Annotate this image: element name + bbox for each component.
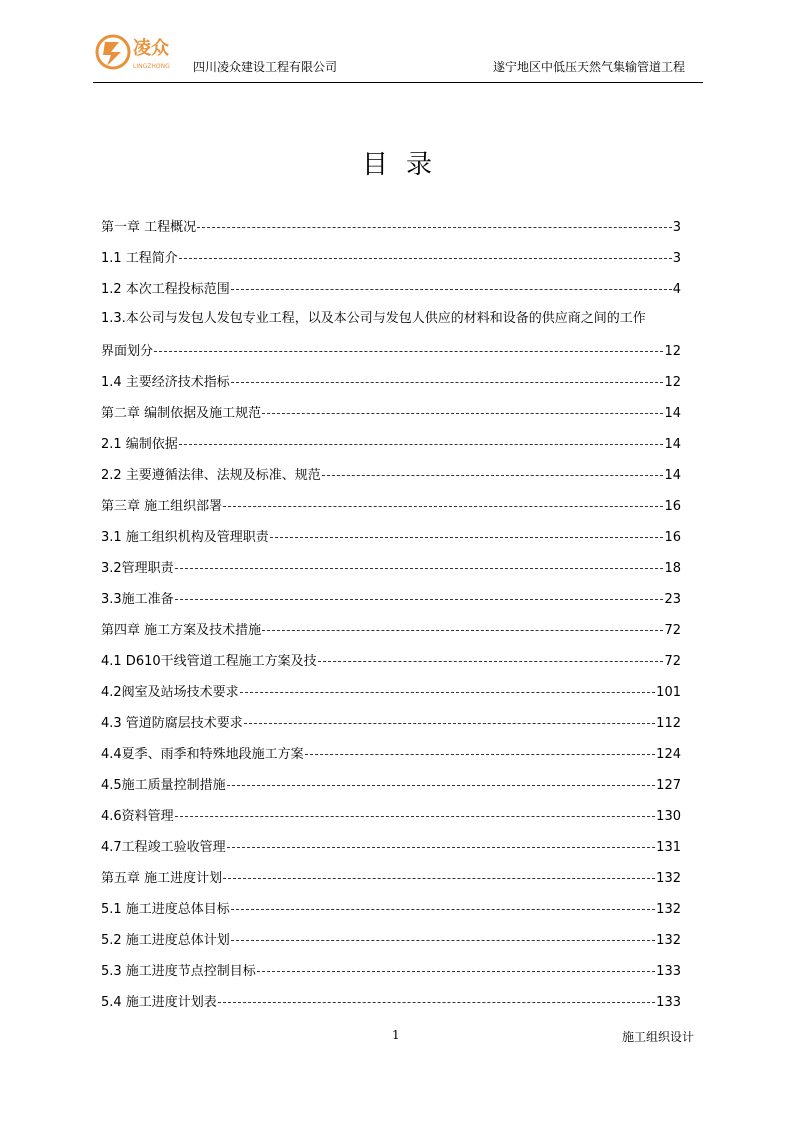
toc-entry[interactable] — [101, 402, 681, 433]
toc-entry-page: 101 — [656, 685, 681, 700]
toc-entry-page: 12 — [664, 344, 681, 359]
toc-entry-page: 124 — [656, 747, 681, 762]
toc-entry[interactable] — [101, 371, 681, 402]
toc-entry-label-continued: 界面划分 — [101, 344, 154, 359]
toc-entry-page: 14 — [664, 468, 681, 483]
toc-entry[interactable] — [101, 495, 681, 526]
toc-entry-label: 第五章 施工进度计划 — [101, 871, 223, 886]
toc-entry-label: 4.7工程竣工验收管理 — [101, 840, 226, 855]
toc-entry-page: 14 — [664, 406, 681, 421]
toc-entry-page: 72 — [664, 623, 681, 638]
toc-entry-page: 12 — [664, 375, 681, 390]
project-name: 遂宁地区中低压天然气集输管道工程 — [492, 60, 685, 74]
toc-entry[interactable] — [101, 247, 681, 278]
toc-leader — [318, 655, 664, 662]
company-logo — [93, 28, 193, 78]
toc-entry-page: 18 — [664, 561, 681, 576]
toc-leader — [257, 965, 655, 972]
toc-entry[interactable] — [101, 836, 681, 867]
toc-entry[interactable] — [101, 650, 681, 681]
toc-leader — [218, 996, 655, 1003]
toc-leader — [154, 345, 663, 352]
toc-entry[interactable] — [101, 681, 681, 712]
toc-entry[interactable] — [101, 805, 681, 836]
toc-entry-label: 4.5施工质量控制措施 — [101, 778, 226, 793]
toc-entry-label: 第二章 编制依据及施工规范 — [101, 406, 262, 421]
toc-leader — [227, 779, 655, 786]
toc-entry[interactable] — [101, 526, 681, 557]
page-header — [93, 28, 703, 83]
page-title: 目录 — [361, 150, 450, 180]
toc-entry[interactable] — [101, 774, 681, 805]
toc-entry-label: 4.2阀室及站场技术要求 — [101, 685, 239, 700]
toc-entry-label: 4.1 D610干线管道工程施工方案及技 — [101, 654, 317, 669]
toc-leader — [231, 376, 664, 383]
toc-leader — [240, 686, 655, 693]
page-number: 1 — [392, 1028, 400, 1042]
toc-entry[interactable] — [101, 278, 681, 309]
toc-leader — [197, 221, 672, 228]
logo-subtext: LINGZHONG — [133, 63, 170, 70]
toc-entry[interactable] — [101, 929, 681, 960]
toc-leader — [231, 283, 672, 290]
toc-entry-label: 第一章 工程概况 — [101, 220, 197, 235]
toc-leader — [223, 872, 655, 879]
toc-entry-page: 133 — [656, 995, 681, 1010]
toc-entry-label: 1.2 本次工程投标范围 — [101, 282, 230, 297]
toc-entry[interactable] — [101, 619, 681, 650]
toc-leader — [262, 407, 663, 414]
company-name: 四川凌众建设工程有限公司 — [193, 60, 338, 74]
toc-entry-page: 16 — [664, 499, 681, 514]
toc-leader — [231, 903, 655, 910]
toc-entry-label: 1.4 主要经济技术指标 — [101, 375, 230, 390]
toc-entry[interactable] — [101, 588, 681, 619]
toc-entry-page: 3 — [672, 251, 681, 266]
logo-text: 凌众 — [133, 38, 169, 59]
toc-leader — [262, 624, 663, 631]
toc-entry-label: 第四章 施工方案及技术措施 — [101, 623, 262, 638]
toc-entry-label: 4.4夏季、雨季和特殊地段施工方案 — [101, 747, 304, 762]
toc-leader — [175, 593, 664, 600]
toc-entry-page: 3 — [672, 220, 681, 235]
toc-entry-page: 133 — [656, 964, 681, 979]
toc-entry-page: 132 — [656, 871, 681, 886]
toc-leader — [179, 252, 672, 259]
toc-entry[interactable] — [101, 216, 681, 247]
toc-entry-page: 23 — [664, 592, 681, 607]
toc-entry[interactable] — [101, 960, 681, 991]
toc-entry-label: 5.2 施工进度总体计划 — [101, 933, 230, 948]
toc-entry[interactable] — [101, 712, 681, 743]
toc-entry-label: 5.3 施工进度节点控制目标 — [101, 964, 256, 979]
toc-entry-label: 2.2 主要遵循法律、法规及标准、规范 — [101, 468, 321, 483]
toc-leader — [270, 531, 664, 538]
toc-entry-label: 2.1 编制依据 — [101, 437, 178, 452]
toc-entry-label: 1.3.本公司与发包人发包专业工程，以及本公司与发包人供应的材料和设备的供应商之间的工作 — [101, 311, 646, 326]
toc-entry[interactable] — [101, 309, 681, 371]
toc-entry[interactable] — [101, 867, 681, 898]
toc-entry[interactable] — [101, 898, 681, 929]
toc-entry-label: 5.4 施工进度计划表 — [101, 995, 217, 1010]
toc-leader — [227, 841, 655, 848]
toc-entry-page: 132 — [656, 933, 681, 948]
toc-entry[interactable] — [101, 433, 681, 464]
toc-entry-label: 3.1 施工组织机构及管理职责 — [101, 530, 269, 545]
toc-entry-page: 4 — [672, 282, 681, 297]
toc-entry-label: 4.6资料管理 — [101, 809, 174, 824]
toc-entry-page: 72 — [664, 654, 681, 669]
toc-entry-page: 132 — [656, 902, 681, 917]
toc-entry-label: 3.2管理职责 — [101, 561, 174, 576]
toc-leader — [175, 562, 664, 569]
toc-leader — [305, 748, 655, 755]
toc-entry-page: 127 — [656, 778, 681, 793]
toc-leader — [175, 810, 655, 817]
toc-leader — [179, 438, 664, 445]
toc-entry-page: 130 — [656, 809, 681, 824]
toc-entry-label: 5.1 施工进度总体目标 — [101, 902, 230, 917]
toc-entry[interactable] — [101, 743, 681, 774]
toc-leader — [223, 500, 663, 507]
toc-entry-page: 131 — [656, 840, 681, 855]
toc-leader — [231, 934, 655, 941]
toc-entry-label: 1.1 工程简介 — [101, 251, 178, 266]
toc-entry-label: 3.3施工准备 — [101, 592, 174, 607]
toc-entry-label: 4.3 管道防腐层技术要求 — [101, 716, 243, 731]
toc-entry-page: 112 — [656, 716, 681, 731]
toc-entry-label: 第三章 施工组织部署 — [101, 499, 223, 514]
toc-entry-page: 16 — [664, 530, 681, 545]
toc-entry-page: 14 — [664, 437, 681, 452]
toc-entry[interactable] — [101, 991, 681, 1022]
toc-leader — [322, 469, 664, 476]
table-of-contents — [101, 216, 681, 1022]
document-name: 施工组织设计 — [622, 1030, 695, 1044]
toc-entry[interactable] — [101, 557, 681, 588]
toc-entry[interactable] — [101, 464, 681, 495]
toc-leader — [244, 717, 655, 724]
